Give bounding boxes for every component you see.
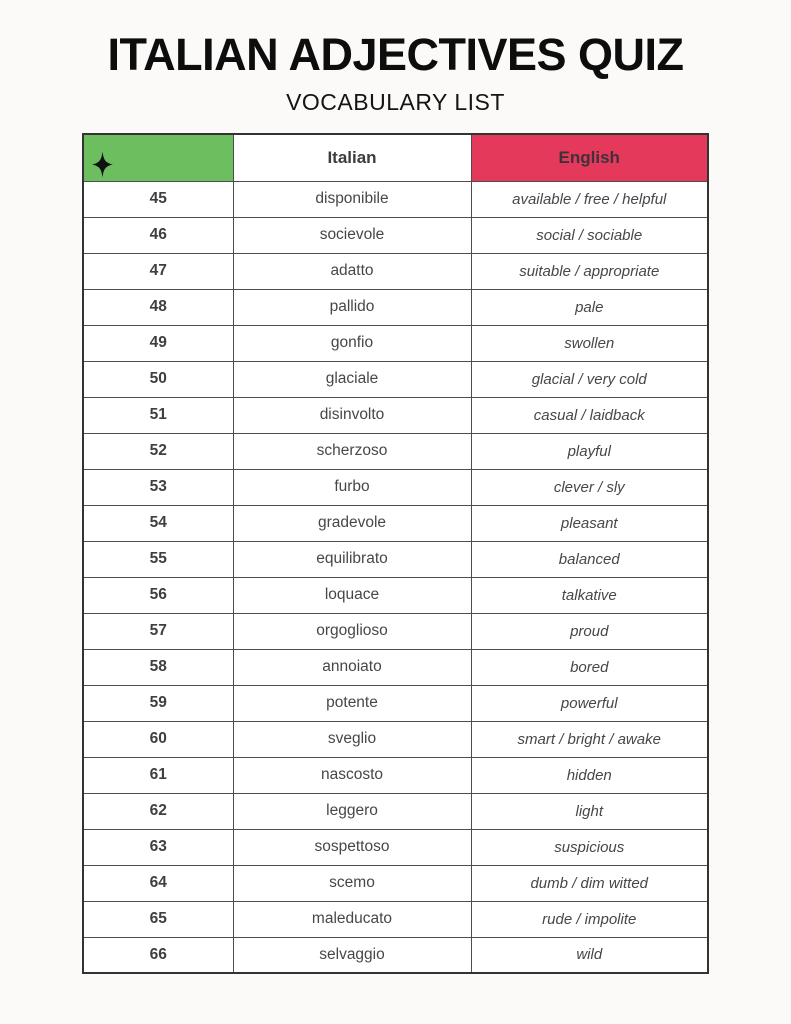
italian-word: adatto — [233, 253, 471, 289]
english-translation: talkative — [471, 577, 708, 613]
row-number: 46 — [83, 217, 233, 253]
italian-column-header: Italian — [233, 134, 471, 182]
page-title: ITALIAN ADJECTIVES QUIZ — [107, 29, 684, 80]
table-row — [83, 289, 708, 325]
english-translation: wild — [471, 937, 708, 973]
table-row — [83, 721, 708, 757]
italian-word: potente — [233, 685, 471, 721]
italian-word: maleducato — [233, 901, 471, 937]
italian-word: disponibile — [233, 181, 471, 217]
italian-word: equilibrato — [233, 541, 471, 577]
italian-word: gonfio — [233, 325, 471, 361]
row-number: 50 — [83, 361, 233, 397]
table-row — [83, 217, 708, 253]
table-row — [83, 901, 708, 937]
italian-word: leggero — [233, 793, 471, 829]
table-row — [83, 613, 708, 649]
italian-word: annoiato — [233, 649, 471, 685]
row-number: 53 — [83, 469, 233, 505]
header-row — [83, 134, 708, 182]
italian-word: loquace — [233, 577, 471, 613]
english-translation: smart / bright / awake — [471, 721, 708, 757]
row-number: 56 — [83, 577, 233, 613]
english-translation: dumb / dim witted — [471, 865, 708, 901]
table-row — [83, 433, 708, 469]
table-body — [83, 181, 708, 973]
english-translation: balanced — [471, 541, 708, 577]
english-translation: playful — [471, 433, 708, 469]
row-number: 49 — [83, 325, 233, 361]
table-row — [83, 865, 708, 901]
italian-word: pallido — [233, 289, 471, 325]
italian-word: nascosto — [233, 757, 471, 793]
english-translation: suitable / appropriate — [471, 253, 708, 289]
table-row — [83, 361, 708, 397]
vocabulary-table — [82, 133, 709, 975]
page-subtitle: VOCABULARY LIST — [286, 88, 505, 115]
english-translation: suspicious — [471, 829, 708, 865]
italian-word: orgoglioso — [233, 613, 471, 649]
italian-word: selvaggio — [233, 937, 471, 973]
row-number: 52 — [83, 433, 233, 469]
italian-word: gradevole — [233, 505, 471, 541]
row-number: 62 — [83, 793, 233, 829]
table-row — [83, 541, 708, 577]
italian-word: socievole — [233, 217, 471, 253]
table-row — [83, 685, 708, 721]
english-translation: light — [471, 793, 708, 829]
row-number: 66 — [83, 937, 233, 973]
row-number: 58 — [83, 649, 233, 685]
english-column-header: English — [471, 134, 708, 182]
number-column-header — [83, 134, 233, 182]
italian-word: disinvolto — [233, 397, 471, 433]
english-translation: proud — [471, 613, 708, 649]
english-translation: hidden — [471, 757, 708, 793]
sparkle-star-icon — [84, 135, 233, 181]
row-number: 61 — [83, 757, 233, 793]
row-number: 65 — [83, 901, 233, 937]
italian-word: sveglio — [233, 721, 471, 757]
english-translation: available / free / helpful — [471, 181, 708, 217]
row-number: 51 — [83, 397, 233, 433]
english-translation: pleasant — [471, 505, 708, 541]
row-number: 59 — [83, 685, 233, 721]
italian-word: furbo — [233, 469, 471, 505]
table-row — [83, 829, 708, 865]
table-row — [83, 649, 708, 685]
english-translation: swollen — [471, 325, 708, 361]
table-row — [83, 505, 708, 541]
english-translation: social / sociable — [471, 217, 708, 253]
english-translation: clever / sly — [471, 469, 708, 505]
english-translation: pale — [471, 289, 708, 325]
italian-word: scherzoso — [233, 433, 471, 469]
english-translation: casual / laidback — [471, 397, 708, 433]
row-number: 60 — [83, 721, 233, 757]
row-number: 48 — [83, 289, 233, 325]
table-row — [83, 937, 708, 973]
row-number: 47 — [83, 253, 233, 289]
row-number: 64 — [83, 865, 233, 901]
italian-word: sospettoso — [233, 829, 471, 865]
table-row — [83, 577, 708, 613]
english-translation: glacial / very cold — [471, 361, 708, 397]
table-row — [83, 793, 708, 829]
row-number: 55 — [83, 541, 233, 577]
table-row — [83, 253, 708, 289]
table-row — [83, 181, 708, 217]
english-translation: bored — [471, 649, 708, 685]
row-number: 57 — [83, 613, 233, 649]
table-row — [83, 325, 708, 361]
table-row — [83, 469, 708, 505]
italian-word: scemo — [233, 865, 471, 901]
english-translation: rude / impolite — [471, 901, 708, 937]
row-number: 63 — [83, 829, 233, 865]
english-translation: powerful — [471, 685, 708, 721]
table-row — [83, 757, 708, 793]
table-row — [83, 397, 708, 433]
row-number: 54 — [83, 505, 233, 541]
italian-word: glaciale — [233, 361, 471, 397]
row-number: 45 — [83, 181, 233, 217]
